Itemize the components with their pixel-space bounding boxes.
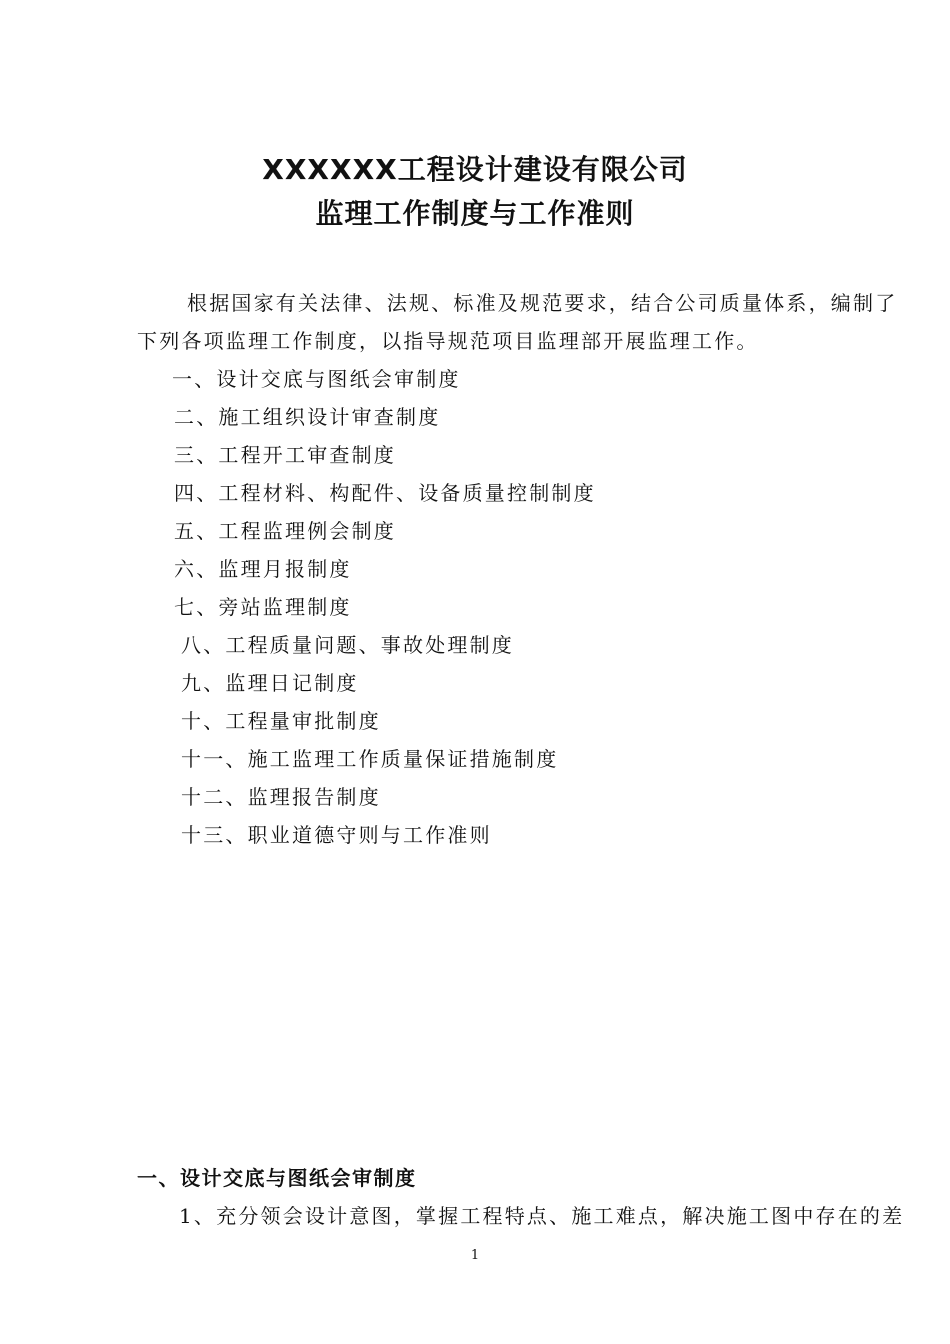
document-title-subject: 监理工作制度与工作准则: [315, 197, 635, 230]
toc-item: 四、工程材料、构配件、设备质量控制制度: [174, 481, 596, 505]
toc-item: 十二、监理报告制度: [181, 785, 381, 809]
toc-item: 三、工程开工审查制度: [174, 443, 396, 467]
toc-item: 十一、施工监理工作质量保证措施制度: [181, 747, 559, 771]
page-number: 1: [470, 1248, 480, 1263]
toc-item: 六、监理月报制度: [174, 557, 352, 581]
toc-item: 十三、职业道德守则与工作准则: [181, 823, 492, 847]
toc-item: 九、监理日记制度: [181, 671, 359, 695]
section-heading: 一、设计交底与图纸会审制度: [137, 1166, 417, 1190]
toc-item: 二、施工组织设计审查制度: [174, 405, 441, 429]
toc-item: 十、工程量审批制度: [181, 709, 381, 733]
toc-item: 七、旁站监理制度: [174, 595, 352, 619]
document-title-company: XXXXXX工程设计建设有限公司: [262, 153, 688, 186]
intro-paragraph-line-2: 下列各项监理工作制度，以指导规范项目监理部开展监理工作。: [137, 329, 759, 353]
intro-paragraph-line-1: 根据国家有关法律、法规、标准及规范要求，结合公司质量体系，编制了: [187, 291, 898, 315]
toc-item: 一、设计交底与图纸会审制度: [172, 367, 461, 391]
toc-item: 八、工程质量问题、事故处理制度: [181, 633, 514, 657]
toc-item: 五、工程监理例会制度: [174, 519, 396, 543]
section-paragraph: 1、充分领会设计意图，掌握工程特点、施工难点，解决施工图中存在的差: [179, 1204, 905, 1228]
